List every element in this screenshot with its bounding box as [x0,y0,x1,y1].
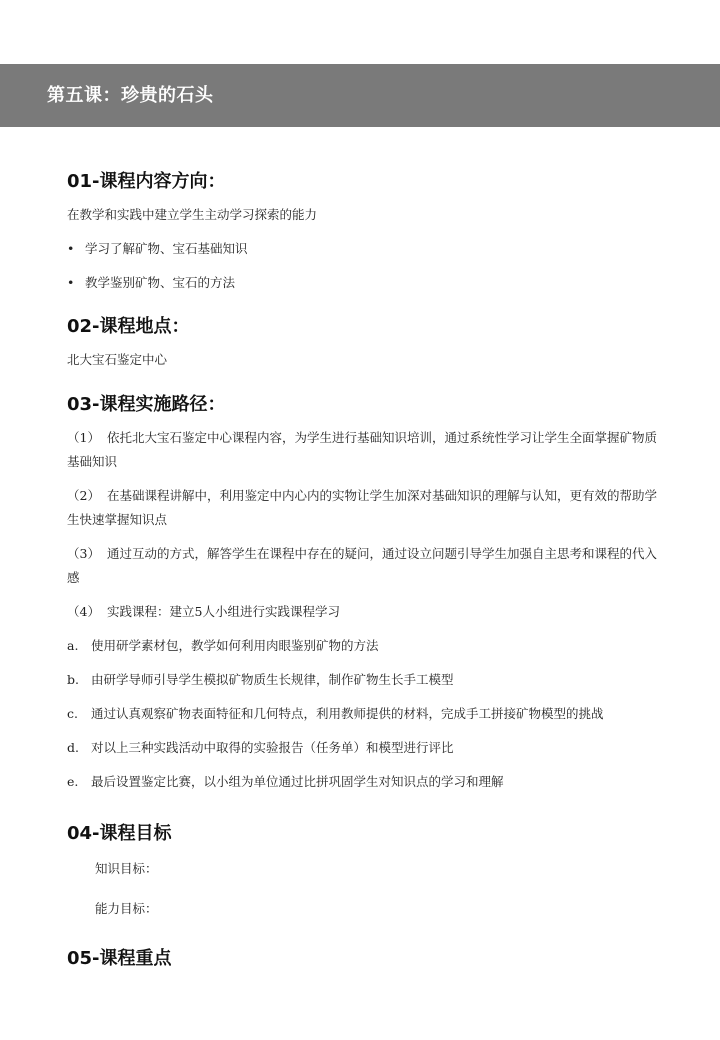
section-04-heading: 04-课程目标 [67,823,172,844]
step-item [67,542,657,590]
knowledge-goal-label: 知识目标： [95,861,158,876]
bullet-text: 学习了解矿物、宝石基础知识 [85,241,248,256]
lesson-banner [0,64,720,127]
bullet-text: 教学鉴别矿物、宝石的方法 [85,275,236,290]
section-01-heading: 01-课程内容方向： [67,171,226,192]
section-05-heading: 05-课程重点 [67,948,172,969]
list-item [67,271,235,295]
substep-text: 最后设置鉴定比赛，以小组为单位通过比拼巩固学生对知识点的学习和理解 [91,774,504,789]
substep-marker: d. [67,740,79,755]
substep-marker: a. [67,638,79,653]
substep-item [67,668,454,692]
step-marker: （1） [67,430,100,445]
list-item [67,237,248,261]
step-text: 通过互动的方式，解答学生在课程中存在的疑问，通过设立问题引导学生加强自主思考和课程的代入感 [67,546,658,585]
bullet-marker: • [67,241,75,256]
substep-item [67,770,504,794]
step-item [67,484,657,532]
step-text: 实践课程：建立5人小组进行实践课程学习 [107,604,340,619]
substep-item [67,634,379,658]
substep-text: 对以上三种实践活动中取得的实验报告（任务单）和模型进行评比 [91,740,454,755]
section-02-heading: 02-课程地点： [67,316,190,337]
substep-text: 通过认真观察矿物表面特征和几何特点，利用教师提供的材料，完成手工拼接矿物模型的挑战 [91,706,604,721]
step-item [67,600,340,624]
step-marker: （3） [67,546,100,561]
lesson-title: 第五课：珍贵的石头 [47,85,214,106]
section-01-intro: 在教学和实践中建立学生主动学习探索的能力 [67,207,318,222]
step-item [67,426,657,474]
ability-goal-label: 能力目标： [95,901,158,916]
section-03-heading: 03-课程实施路径： [67,394,226,415]
section-02-text: 北大宝石鉴定中心 [67,352,168,367]
step-marker: （4） [67,604,100,619]
bullet-marker: • [67,275,75,290]
substep-item [67,736,454,760]
step-text: 在基础课程讲解中，利用鉴定中内心内的实物让学生加深对基础知识的理解与认知，更有效的帮助学生快速掌握知识点 [67,488,658,527]
step-marker: （2） [67,488,100,503]
substep-marker: e. [67,774,79,789]
step-text: 依托北大宝石鉴定中心课程内容，为学生进行基础知识培训，通过系统性学习让学生全面掌握矿物质基础知识 [67,430,658,469]
substep-text: 由研学导师引导学生模拟矿物质生长规律，制作矿物生长手工模型 [91,672,454,687]
substep-marker: c. [67,706,78,721]
substep-item [67,702,604,726]
substep-marker: b. [67,672,79,687]
substep-text: 使用研学素材包，教学如何利用肉眼鉴别矿物的方法 [91,638,379,653]
